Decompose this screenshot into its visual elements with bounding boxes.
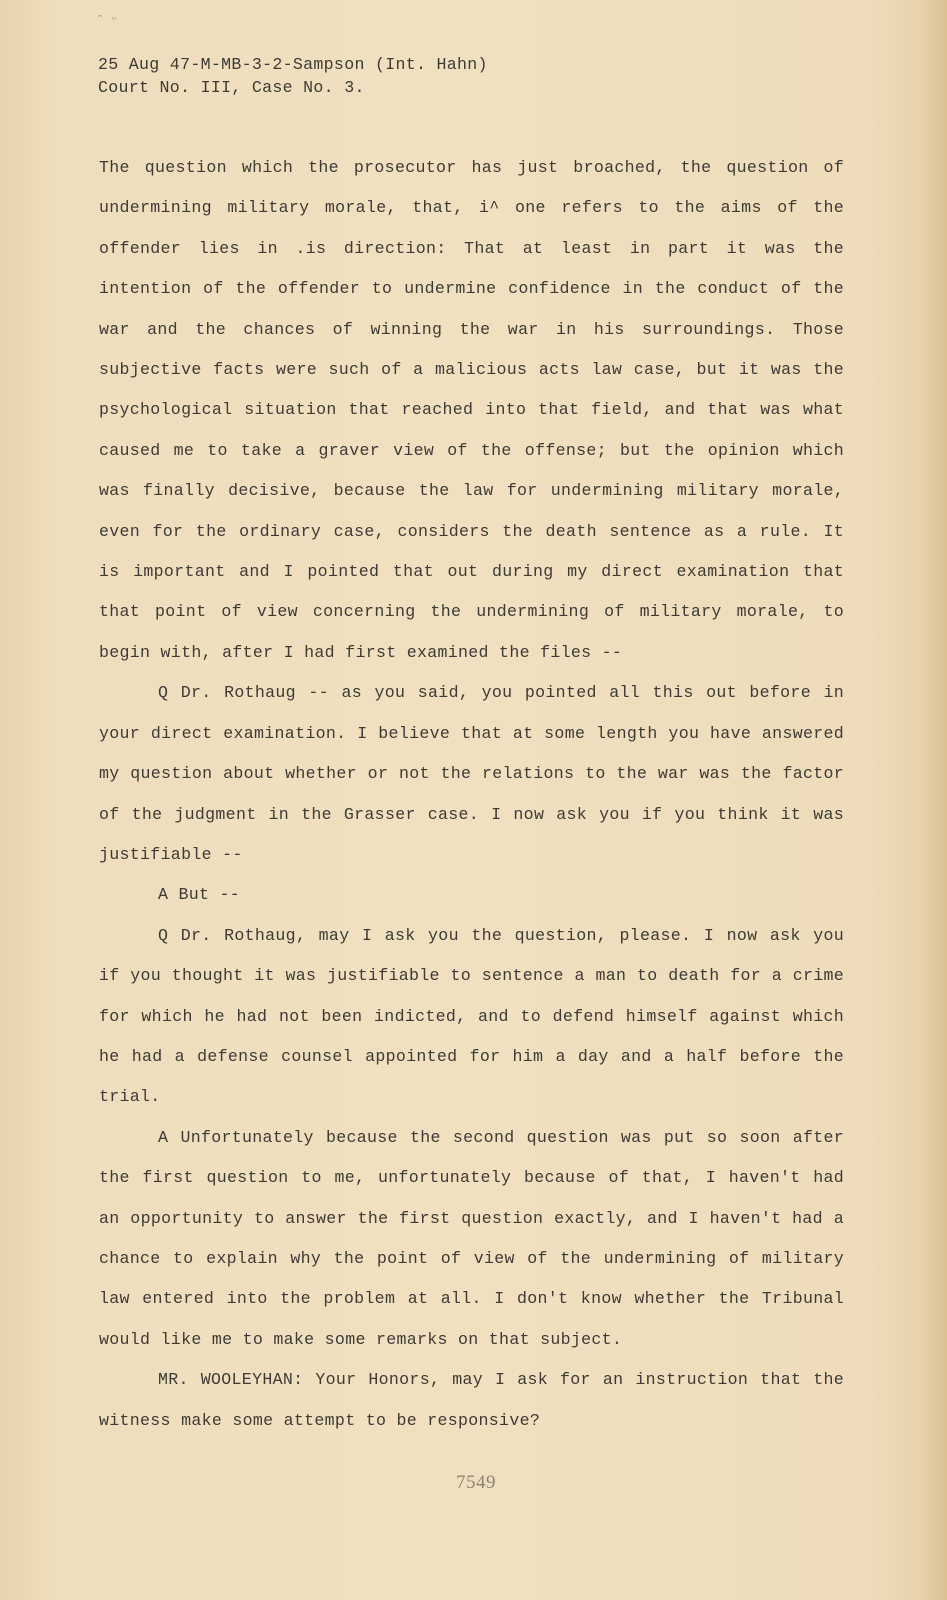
page-number: 7549: [456, 1472, 496, 1493]
paragraph-3: A But --: [158, 885, 241, 905]
page-edge-shadow: [921, 0, 947, 1600]
header-line-2: Court No. III, Case No. 3.: [98, 78, 365, 97]
paragraph-2: Q Dr. Rothaug -- as you said, you pointed all this out before in your direct examination. I believe that at some length you have answered my question about whether or not the relations to the war was the factor of the judgment in the Grasser case. I now ask you if you think it was justifiable --: [99, 683, 844, 864]
paragraph-6: MR. WOOLEYHAN: Your Honors, may I ask for an instruction that the witness make some attempt to be responsive?: [99, 1370, 844, 1430]
header-line-1: 25 Aug 47-M-MB-3-2-Sampson (Int. Hahn): [98, 55, 488, 74]
document-header: [98, 53, 488, 99]
paragraph-5: A Unfortunately because the second question was put so soon after the first question to me, unfortunately because of that, I haven't had an opportunity to answer the first question exactly, and I haven't had a chance to explain why the point of view of the undermining of military law entered into the problem at all. I don't know whether the Tribunal would like me to make some remarks on that subject.: [99, 1127, 844, 1349]
paragraph-4: Q Dr. Rothaug, may I ask you the question, please. I now ask you if you thought it was justifiable to sentence a man to death for a crime for which he had not been indicted, and to defend himself against which he had a defense counsel appointed for him a day and a half before the trial.: [99, 925, 844, 1107]
paragraph-1: The question which the prosecutor has just broached, the question of undermining military morale, that, i^ one refers to the aims of the offender lies in .is direction: That at least in part it was the intention of the offender to undermine confidence in the conduct of the war and the chances of winning the war in his surroundings. Those subjective facts were such of a malicious acts law case, but it was the psychological situation that reached into that field, and that was what caused me to take a graver view of the offense; but the opinion which was finally decisive, because the law for undermining military morale, even for the ordinary case, considers the death sentence as a rule. It is important and I pointed that out during my direct examination that that point of view concerning the undermining of military morale, to begin with, after I had first examined the files --: [99, 158, 844, 662]
transcript-body: [99, 148, 844, 1441]
corner-mark: ᵔ ᵕ: [97, 14, 118, 26]
